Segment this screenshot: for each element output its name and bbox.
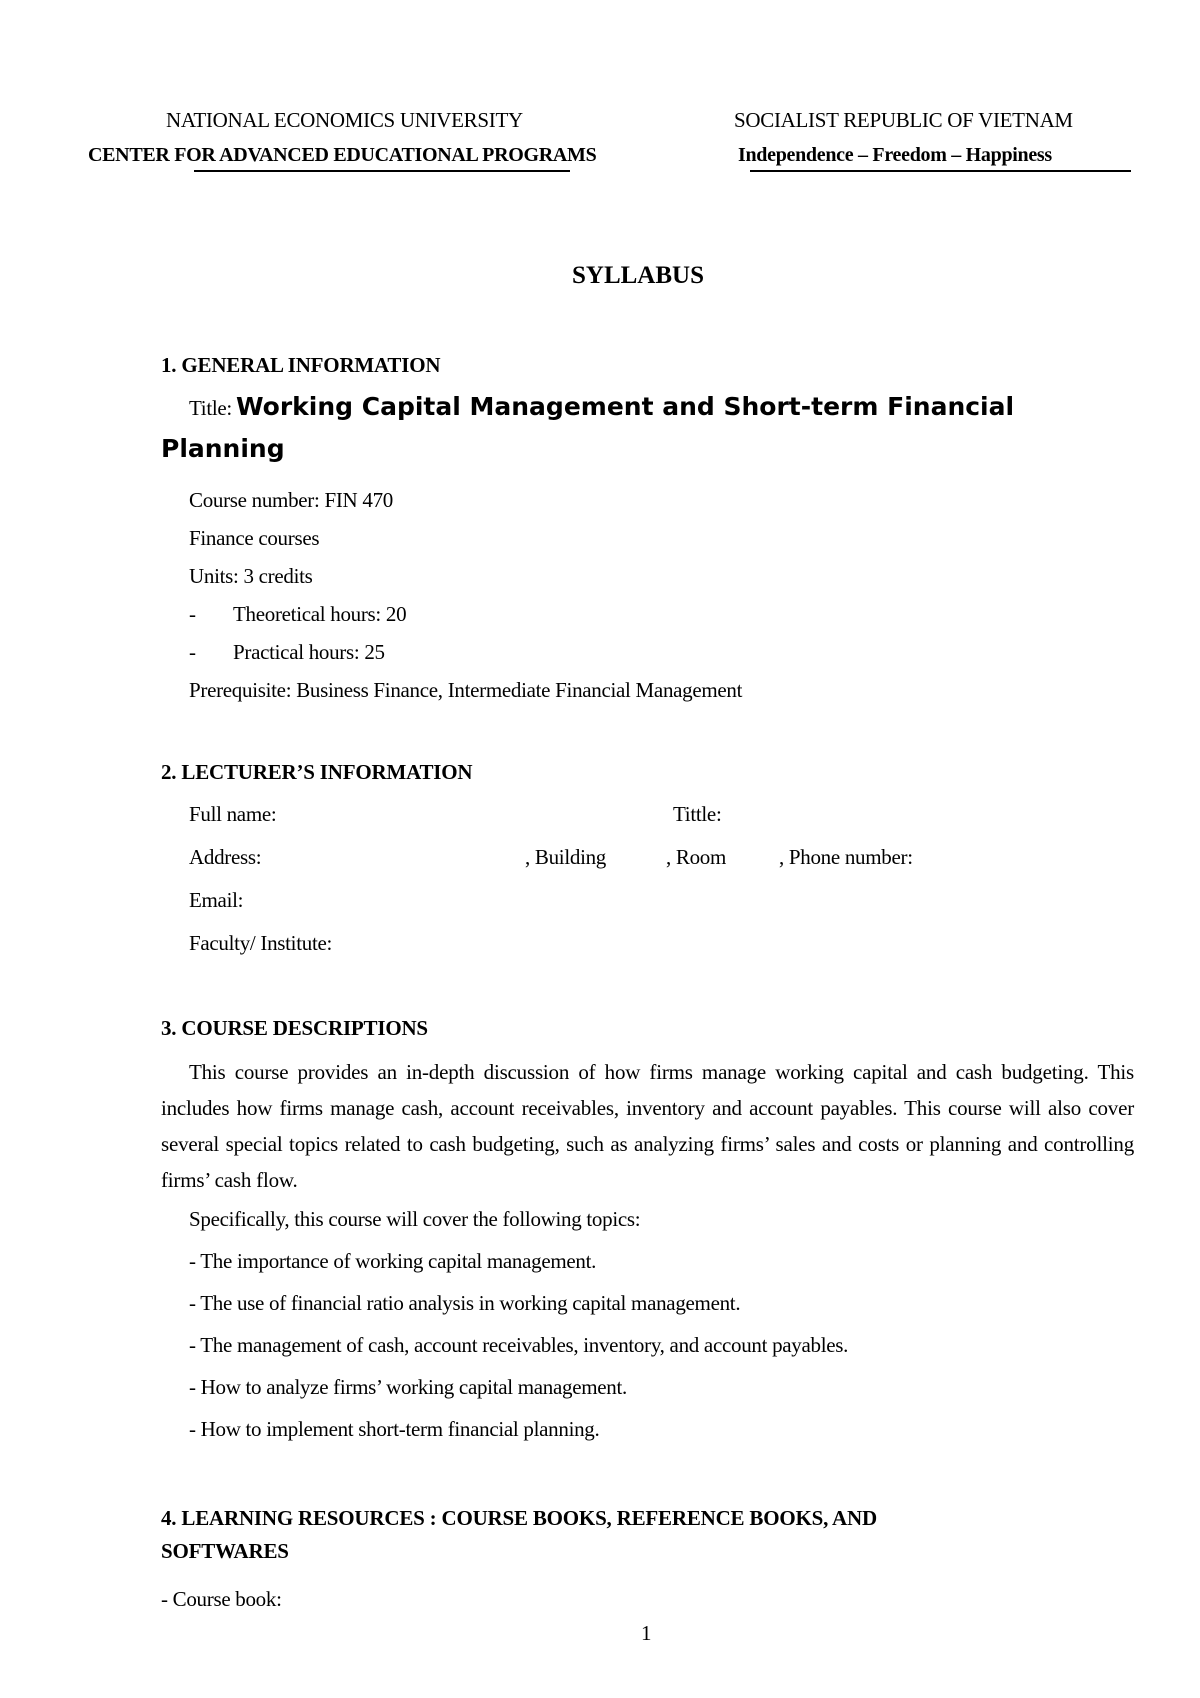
- topics-list: [189, 1247, 848, 1457]
- list-item: - How to analyze firms’ working capital management.: [189, 1375, 627, 1399]
- lecturer-faculty-label: Faculty/ Institute:: [189, 931, 333, 955]
- document-title: SYLLABUS: [572, 262, 704, 289]
- lecturer-room-label: , Room: [666, 845, 727, 869]
- list-item: - The management of cash, account receivables, inventory, and account payables.: [189, 1333, 849, 1357]
- practical-hours: Practical hours: 25: [233, 640, 385, 664]
- section-general-heading: 1. GENERAL INFORMATION: [161, 353, 441, 377]
- course-units: Units: 3 credits: [189, 564, 313, 588]
- lecturer-phone-label: , Phone number:: [779, 845, 913, 869]
- course-category: Finance courses: [189, 526, 320, 550]
- lecturer-email-label: Email:: [189, 888, 244, 912]
- theoretical-hours: Theoretical hours: 20: [233, 602, 407, 626]
- university-name: NATIONAL ECONOMICS UNIVERSITY: [166, 108, 523, 132]
- topics-intro: Specifically, this course will cover the following topics:: [189, 1207, 641, 1231]
- course-title-label: Title:: [189, 396, 232, 420]
- course-title-line-1: [189, 392, 1014, 421]
- list-item: - The use of financial ratio analysis in working capital management.: [189, 1291, 741, 1315]
- section-lecturer-heading: 2. LECTURER’S INFORMATION: [161, 760, 473, 784]
- lecturer-address-label: Address:: [189, 845, 262, 869]
- list-item: - How to implement short-term financial planning.: [189, 1417, 600, 1441]
- list-item: - The importance of working capital management.: [189, 1249, 597, 1273]
- lecturer-full-name-label: Full name:: [189, 802, 277, 826]
- center-name: CENTER FOR ADVANCED EDUCATIONAL PROGRAMS: [88, 144, 597, 166]
- bullet-dash: -: [189, 602, 196, 626]
- page-number: 1: [641, 1621, 652, 1645]
- motto-underline: [750, 170, 1131, 172]
- country-name: SOCIALIST REPUBLIC OF VIETNAM: [734, 108, 1073, 132]
- course-title-line-2: Planning: [161, 434, 285, 463]
- lecturer-building-label: , Building: [525, 845, 607, 869]
- center-underline: [194, 170, 570, 172]
- prerequisite: Prerequisite: Business Finance, Intermediate Financial Management: [189, 678, 743, 702]
- section-resources-heading-line-2: SOFTWARES: [161, 1539, 289, 1563]
- bullet-dash: -: [189, 640, 196, 664]
- lecturer-tittle-label: Tittle:: [673, 802, 722, 826]
- course-number: Course number: FIN 470: [189, 488, 393, 512]
- section-resources-heading-line-1: 4. LEARNING RESOURCES : COURSE BOOKS, REFERENCE BOOKS, AND: [161, 1506, 877, 1530]
- national-motto: Independence – Freedom – Happiness: [738, 144, 1052, 166]
- section-description-heading: 3. COURSE DESCRIPTIONS: [161, 1016, 428, 1040]
- course-description-paragraph: This course provides an in-depth discussion of how firms manage working capital and cash budgeting. This includes how firms manage cash, account receivables, inventory and account payables. This course will also cover several special topics related to cash budgeting, such as analyzing firms’ sales and costs or planning and controlling firms’ cash flow.: [161, 1060, 1134, 1192]
- course-title-text: Working Capital Management and Short-term Financial: [235, 392, 1015, 421]
- course-book-label: - Course book:: [161, 1587, 282, 1611]
